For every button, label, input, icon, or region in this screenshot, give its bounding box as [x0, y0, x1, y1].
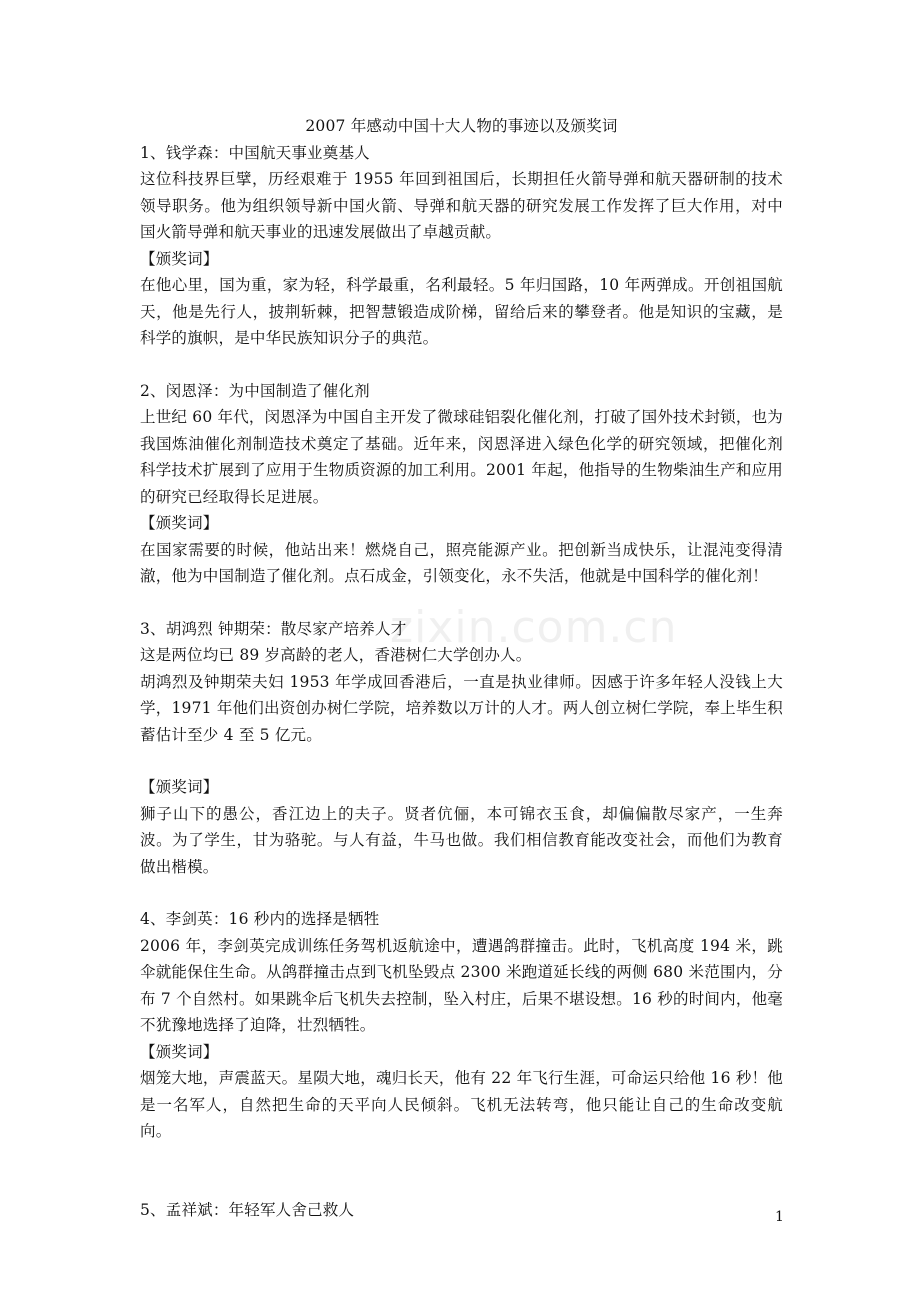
award-label: 【颁奖词】	[140, 249, 219, 268]
section-heading: 1、钱学森：中国航天事业奠基人	[140, 143, 370, 162]
watermark: zixin.com.cn	[390, 602, 678, 653]
section-5	[140, 1197, 783, 1224]
paragraph-spacer	[140, 748, 783, 774]
section-spacer	[140, 880, 783, 906]
award-label: 【颁奖词】	[140, 778, 219, 796]
document-body	[140, 113, 783, 1223]
paragraph: 胡鸿烈及钟期荣夫妇 1953 年学成回香港后，一直是执业律师。因感于许多年轻人没钱上大学，1971 年他们出资创办树仁学院，培养数以万计的人才。两人创立树仁学院，奉上毕生积蓄估计至少 4 至 5 亿元。	[140, 672, 783, 744]
section-spacer	[140, 1145, 783, 1197]
paragraph: 2006 年，李剑英完成训练任务驾机返航途中，遭遇鸽群撞击。此时，飞机高度 194 米，跳伞就能保住生命。从鸽群撞击点到飞机坠毁点 2300 米跑道延长线的两侧 680 米范围内，分布 7 个自然村。如果跳伞后飞机失去控制，坠入村庄，后果不堪设想。16 秒的时间内，他毫不犹豫地选择了迫降，壮烈牺牲。	[140, 936, 783, 1034]
section-heading: 2、闵恩泽：为中国制造了催化剂	[140, 381, 370, 400]
section-heading: 5、孟祥斌：年轻军人舍己救人	[140, 1200, 355, 1219]
paragraph: 上世纪 60 年代，闵恩泽为中国自主开发了微球硅铝裂化催化剂，打破了国外技术封锁，也为我国炼油催化剂制造技术奠定了基础。近年来，闵恩泽进入绿色化学的研究领域，把催化剂科学技术扩展到了应用于生物质资源的加工利用。2001 年起，他指导的生物柴油生产和应用的研究已经取得长足进展。	[140, 408, 783, 506]
award-text: 烟笼大地，声震蓝天。星陨大地，魂归长天，他有 22 年飞行生涯，可命运只给他 16 秒！他是一名军人，自然把生命的天平向人民倾斜。飞机无法转弯，他只能让自己的生命改变航向。	[140, 1069, 783, 1140]
page-number: 1	[775, 1209, 784, 1225]
award-label: 【颁奖词】	[140, 1042, 219, 1061]
paragraph: 这是两位均已 89 岁高龄的老人，香港树仁大学创办人。	[140, 646, 532, 664]
section-heading: 4、李剑英：16 秒内的选择是牺牲	[140, 910, 380, 928]
section-3	[140, 616, 783, 881]
paragraph: 这位科技界巨擘，历经艰难于 1955 年回到祖国后，长期担任火箭导弹和航天器研制的技术领导职务。他为组织领导新中国火箭、导弹和航天器的研究发展工作发挥了巨大作用，对中国火箭导弹和航天事业的迅速发展做出了卓越贡献。	[140, 170, 783, 241]
award-text: 狮子山下的愚公，香江边上的夫子。贤者伉俪，本可锦衣玉食，却偏偏散尽家产，一生奔波。为了学生，甘为骆驼。与人有益，牛马也做。我们相信教育能改变社会，而他们为教育做出楷模。	[140, 804, 783, 876]
section-spacer	[140, 352, 783, 378]
award-text: 在他心里，国为重，家为轻，科学最重，名利最轻。5 年归国路，10 年两弹成。开创祖国航天，他是先行人，披荆斩棘，把智慧锻造成阶梯，留给后来的攀登者。他是知识的宝藏，是科学的旗帜，是中华民族知识分子的典范。	[140, 276, 783, 347]
section-2	[140, 378, 783, 590]
section-1	[140, 140, 783, 352]
page-title: 2007 年感动中国十大人物的事迹以及颁奖词	[305, 117, 618, 135]
section-4	[140, 906, 783, 1145]
section-spacer	[140, 590, 783, 616]
award-label: 【颁奖词】	[140, 514, 219, 532]
award-text: 在国家需要的时候，他站出来！燃烧自己，照亮能源产业。把创新当成快乐，让混沌变得清澈，他为中国制造了催化剂。点石成金，引领变化，永不失活，他就是中国科学的催化剂！	[140, 540, 783, 585]
section-heading: 3、胡鸿烈 钟期荣：散尽家产培养人才	[140, 619, 407, 638]
